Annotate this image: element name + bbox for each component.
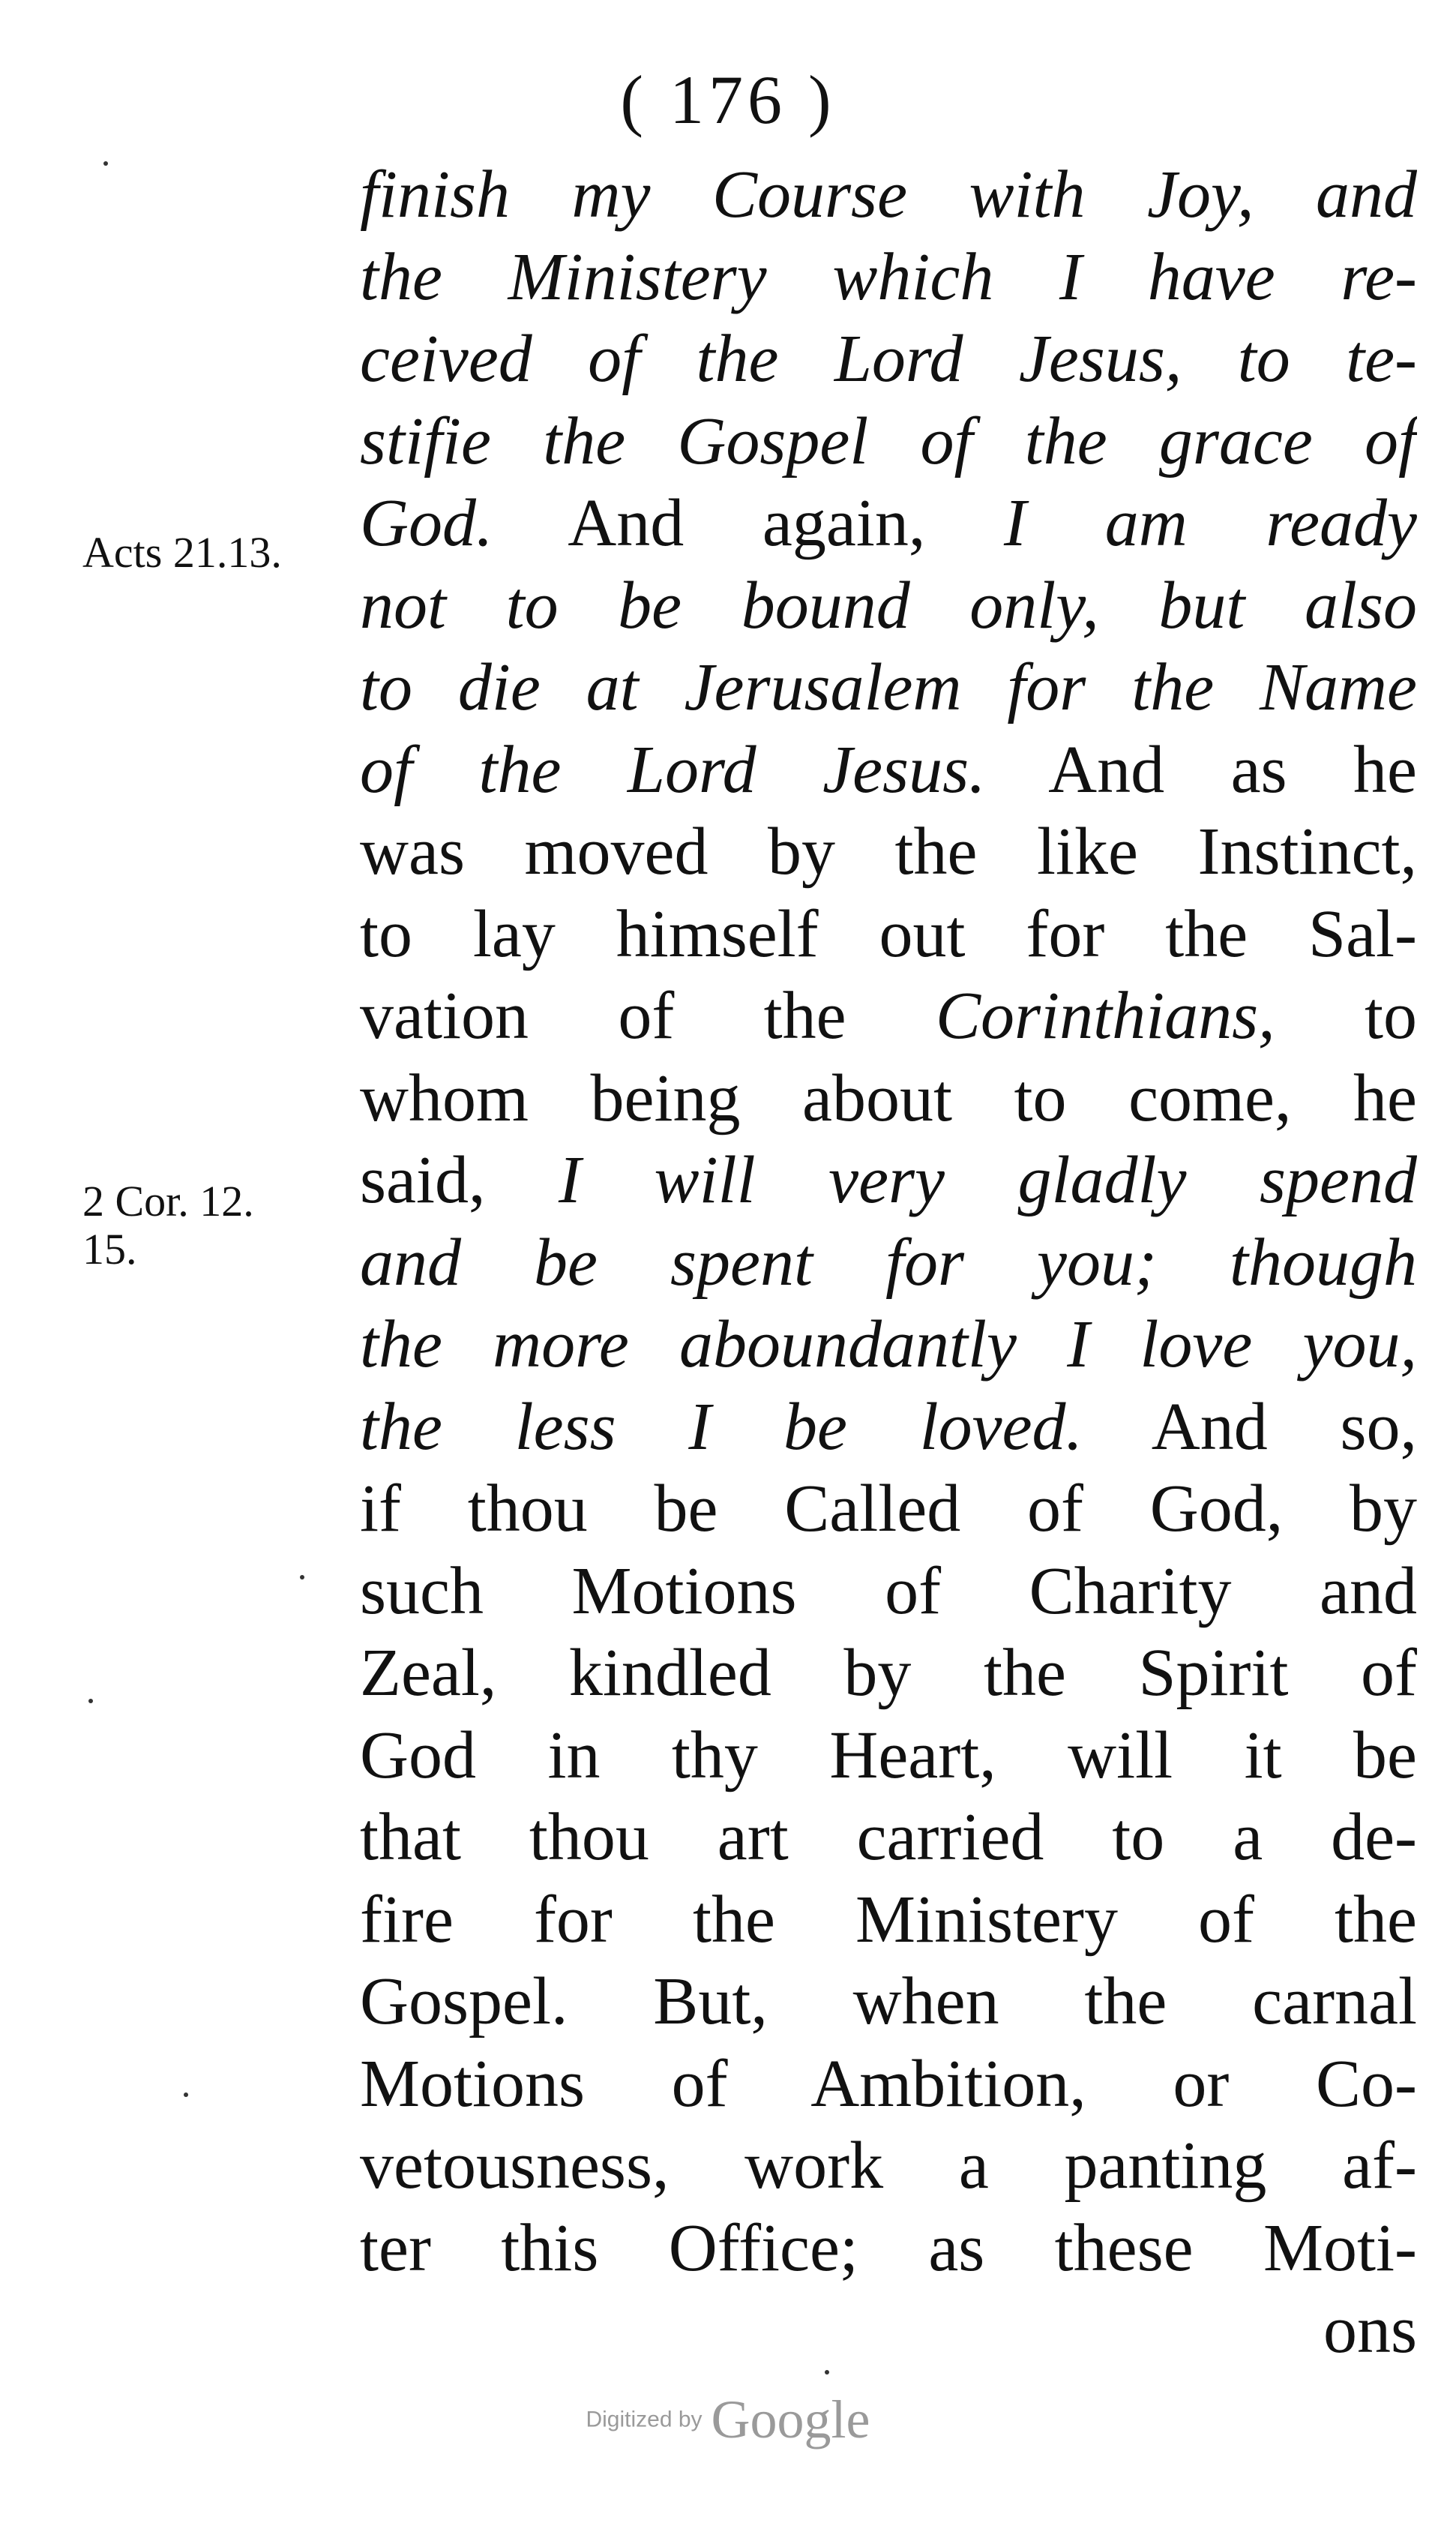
- roman-text-segment: And again,: [493, 486, 1005, 560]
- roman-text-segment: to lay himself out for the Sal-: [360, 896, 1417, 971]
- roman-text-segment: And as he: [985, 732, 1417, 807]
- roman-text-segment: And so,: [1083, 1389, 1417, 1464]
- text-line: [360, 1468, 1417, 1550]
- print-speck: [184, 2092, 188, 2097]
- italic-text-segment: ceived of the Lord Jesus, to te-: [360, 322, 1417, 396]
- text-line: [360, 893, 1417, 976]
- italic-text-segment: and be spent for you; though: [360, 1225, 1417, 1300]
- roman-text-segment: such Motions of Charity and: [360, 1553, 1417, 1628]
- roman-text-segment: Motions of Ambition, or Co-: [360, 2046, 1417, 2121]
- margin-note-acts: Acts 21.13.: [82, 528, 282, 577]
- text-line: [360, 2289, 1417, 2372]
- text-line: [360, 1960, 1417, 2043]
- text-line: [360, 400, 1417, 483]
- italic-text-segment: finish my Course with Joy, and: [360, 158, 1417, 232]
- page-number: ( 176 ): [620, 62, 836, 138]
- roman-text-segment: that thou art carried to a de-: [360, 1800, 1417, 1874]
- text-line: [360, 2207, 1417, 2290]
- text-line: [360, 1632, 1417, 1714]
- margin-note-corinthians-line-1: 2 Cor. 12.: [82, 1177, 254, 1226]
- italic-text-segment: God.: [360, 486, 493, 560]
- text-line: [360, 482, 1417, 565]
- roman-text-segment: Zeal, kindled by the Spirit of: [360, 1636, 1417, 1710]
- roman-text-segment: if thou be Called of God, by: [360, 1472, 1417, 1546]
- italic-text-segment: to die at Jerusalem for the Name: [360, 650, 1417, 724]
- text-line: [360, 565, 1417, 647]
- italic-text-segment: stifie the Gospel of the grace of: [360, 404, 1417, 478]
- text-line: [360, 1714, 1417, 1797]
- print-speck: [300, 1575, 304, 1580]
- text-line: [360, 975, 1417, 1058]
- italic-text-segment: the less I be loved.: [360, 1389, 1083, 1464]
- roman-text-segment: God in thy Heart, will it be: [360, 1718, 1417, 1792]
- print-speck: [103, 161, 108, 166]
- text-line: [360, 1386, 1417, 1468]
- italic-text-segment: not to be bound only, but also: [360, 568, 1417, 643]
- roman-text-segment: vation of the: [360, 979, 936, 1053]
- italic-text-segment: I will very gladly spend: [559, 1143, 1417, 1217]
- margin-note-corinthians: [82, 1178, 254, 1274]
- text-line: [360, 1796, 1417, 1879]
- text-line: [360, 318, 1417, 400]
- print-speck: [88, 1699, 93, 1703]
- text-line: [360, 1139, 1417, 1222]
- text-line: [360, 1058, 1417, 1140]
- text-line: [360, 646, 1417, 729]
- italic-text-segment: the Ministery which I have re-: [360, 239, 1417, 314]
- italic-text-segment: Corinthians,: [936, 979, 1275, 1053]
- roman-text-segment: ons: [1323, 2293, 1417, 2367]
- body-text: [360, 154, 1417, 2372]
- italic-text-segment: of the Lord Jesus.: [360, 732, 986, 807]
- watermark-small-text: Digitized by: [586, 2407, 703, 2432]
- print-speck: [825, 2370, 829, 2374]
- roman-text-segment: whom being about to come, he: [360, 1060, 1417, 1136]
- text-line: [360, 2043, 1417, 2126]
- roman-text-segment: ter this Office; as these Moti-: [360, 2210, 1417, 2285]
- roman-text-segment: said,: [360, 1143, 559, 1217]
- roman-text-segment: was moved by the like Instinct,: [360, 814, 1417, 889]
- text-line: [360, 236, 1417, 319]
- italic-text-segment: the more aboundantly I love you,: [360, 1307, 1417, 1382]
- margin-note-corinthians-line-2: 15.: [82, 1225, 137, 1274]
- roman-text-segment: to: [1275, 979, 1417, 1053]
- text-line: [360, 1550, 1417, 1633]
- italic-text-segment: I am ready: [1004, 486, 1417, 560]
- roman-text-segment: fire for the Ministery of the: [360, 1882, 1417, 1957]
- roman-text-segment: vetousness, work a panting af-: [360, 2128, 1417, 2203]
- watermark-logo-text: Google: [711, 2390, 870, 2450]
- text-line: [360, 1879, 1417, 1961]
- digitized-watermark: [0, 2389, 1456, 2451]
- roman-text-segment: Gospel. But, when the carnal: [360, 1964, 1417, 2038]
- text-line: [360, 729, 1417, 812]
- text-line: [360, 154, 1417, 236]
- text-line: [360, 2125, 1417, 2207]
- text-line: [360, 1222, 1417, 1304]
- text-line: [360, 811, 1417, 893]
- text-line: [360, 1304, 1417, 1386]
